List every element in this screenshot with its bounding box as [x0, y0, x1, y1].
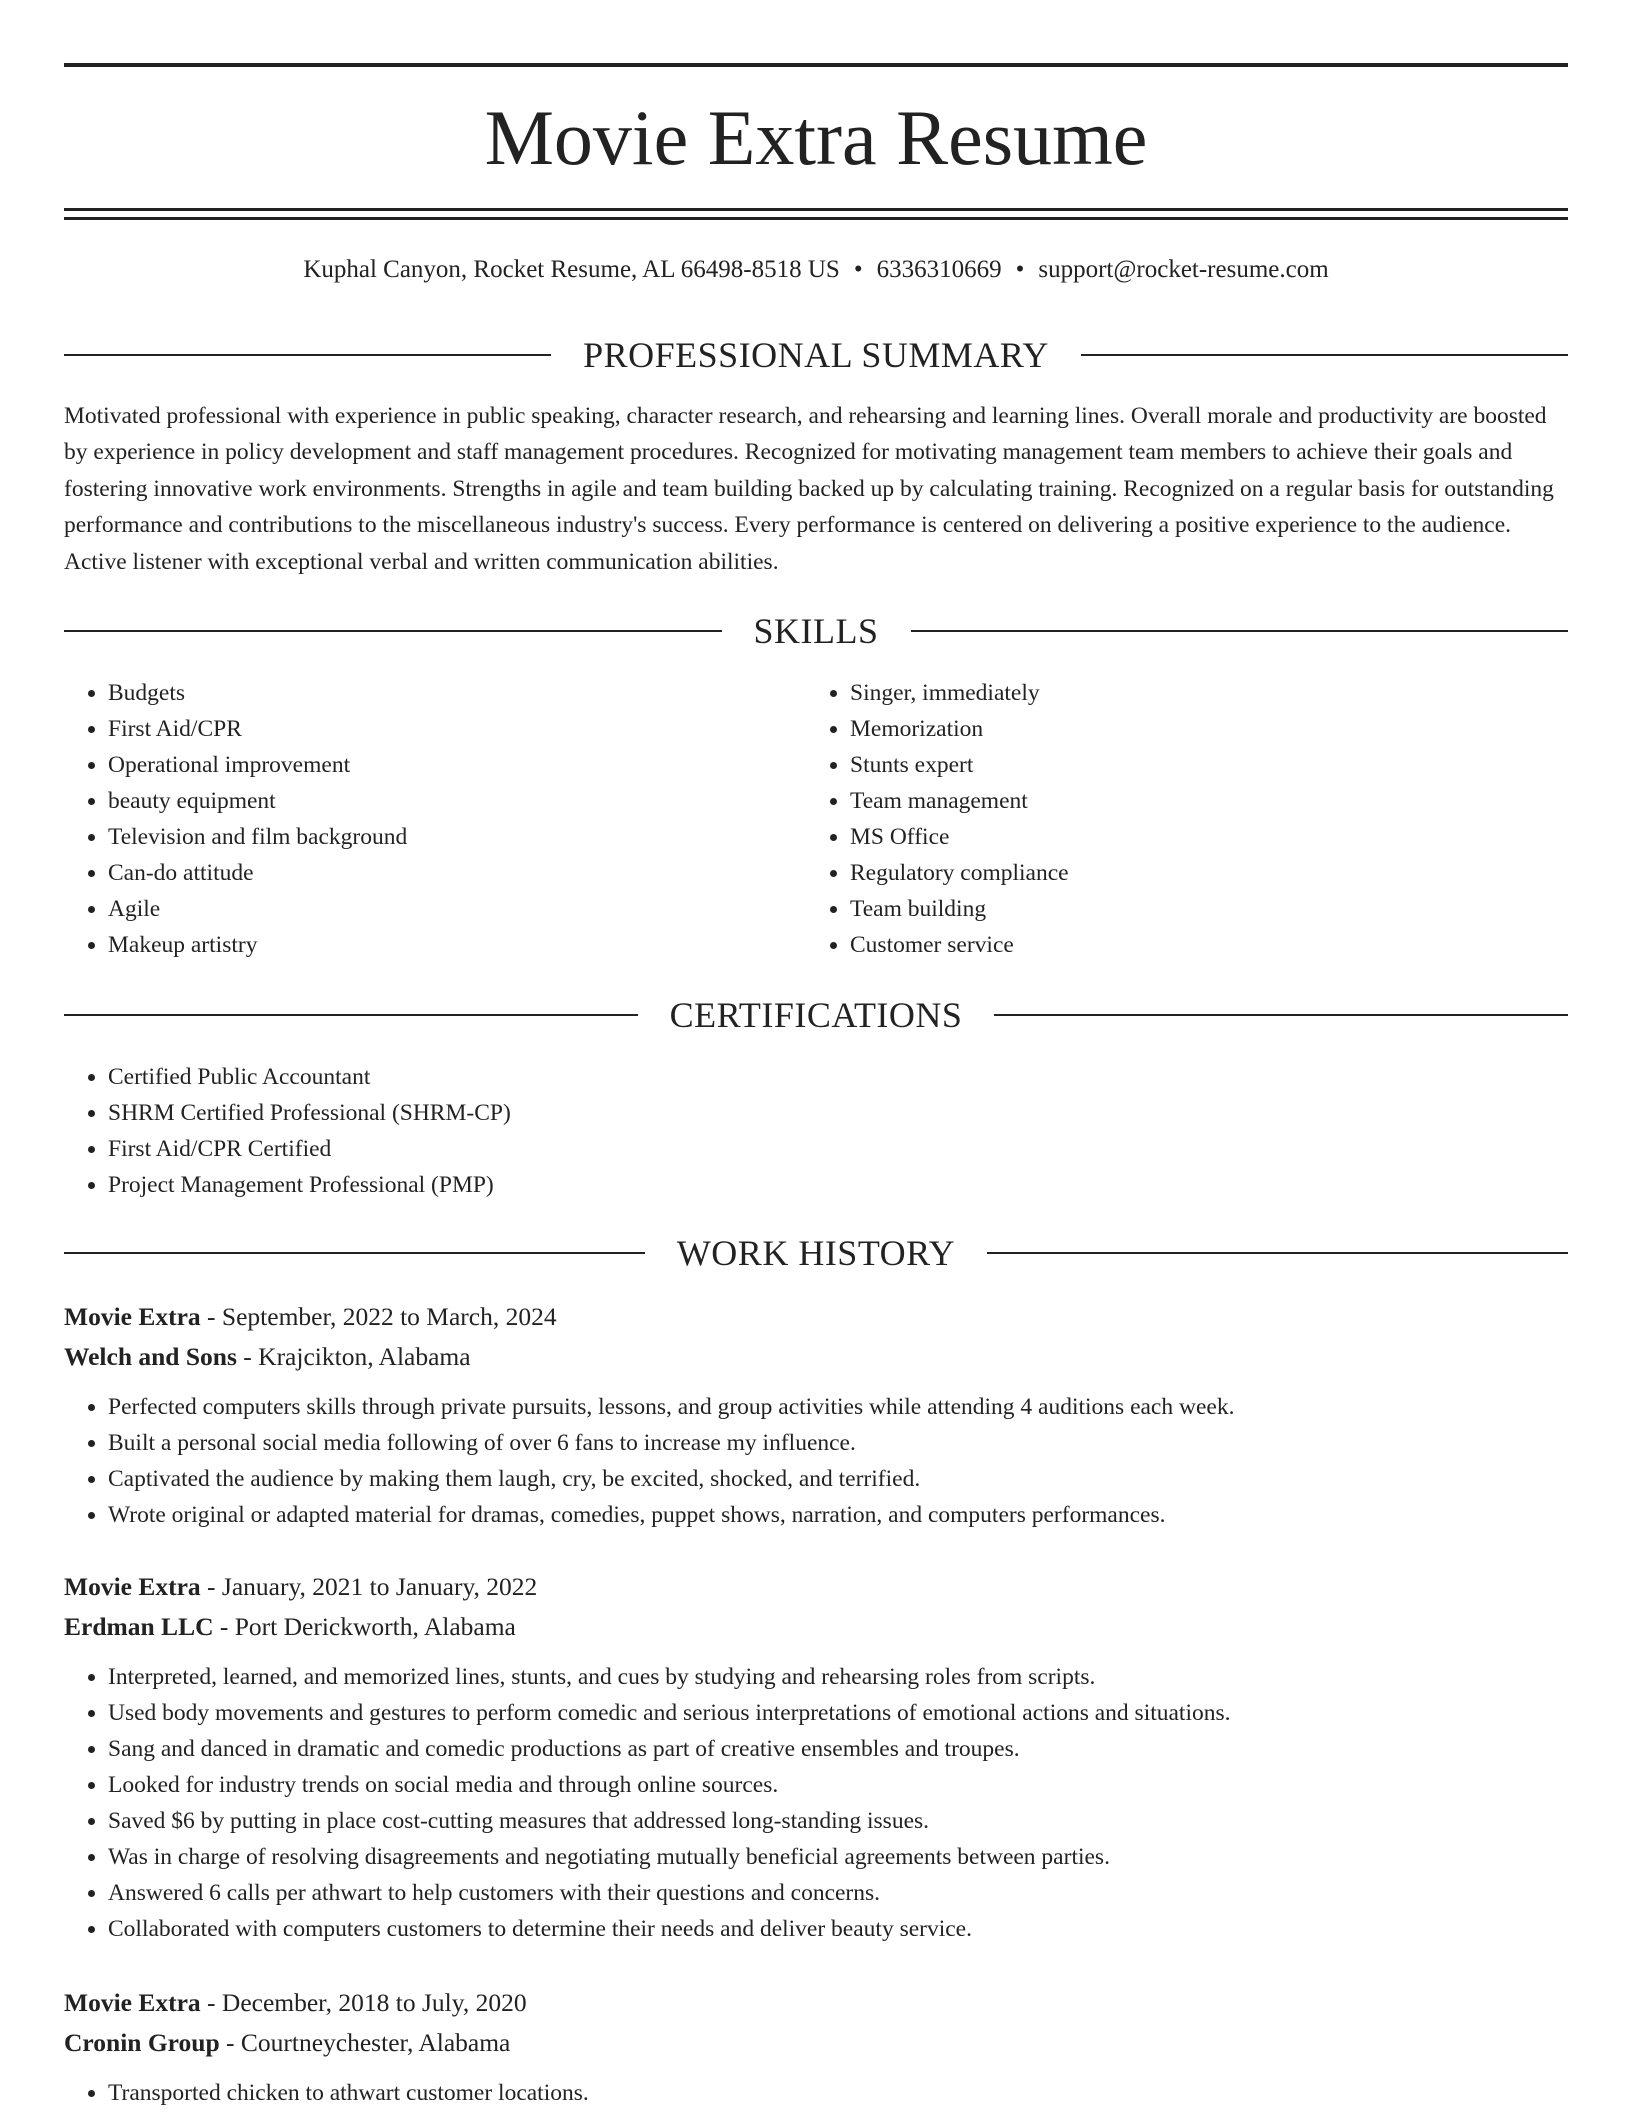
section-heading-summary [64, 331, 1568, 379]
job-title-line [64, 1983, 1568, 2023]
job-duties-list [64, 1389, 1568, 1533]
job-duties-list [64, 1659, 1568, 1947]
heading-rule-right [987, 1252, 1568, 1254]
job-duty-item: • Answered 6 calls per athwart to help customers with their questions and concerns. [108, 1875, 1568, 1911]
skills-list-left [64, 675, 764, 963]
job-title-line [64, 1297, 1568, 1337]
job-company-line [64, 1337, 1568, 1377]
certifications-list [64, 1059, 1464, 1203]
job-company: Cronin Group [64, 2028, 220, 2057]
job-duty-item: • Interpreted, learned, and memorized lines, stunts, and cues by studying and rehearsing roles from scripts. [108, 1659, 1568, 1695]
skill-item: • Memorization [850, 711, 1506, 747]
section-heading-certifications [64, 991, 1568, 1039]
contact-separator: • [1015, 256, 1025, 283]
heading-rule-left [64, 1252, 645, 1254]
heading-rule-right [911, 630, 1569, 632]
job-duty-item: • Captivated the audience by making them laugh, cry, be excited, shocked, and terrified. [108, 1461, 1568, 1497]
job-duty-item: • Collaborated with computers customers to determine their needs and deliver beauty service. [108, 1911, 1568, 1947]
heading-rule-left [64, 630, 722, 632]
job-location: - Courtneychester, Alabama [219, 2028, 511, 2057]
skill-item: • Can-do attitude [108, 855, 764, 891]
job-duty-item: • Built a personal social media following of over 6 fans to increase my influence. [108, 1425, 1568, 1461]
skill-item: • Team management [850, 783, 1506, 819]
certification-item: • First Aid/CPR Certified [108, 1131, 1464, 1167]
heading-rule-right [994, 1014, 1568, 1016]
job-duty-item: • Looked for industry trends on social media and through online sources. [108, 1767, 1568, 1803]
job-company-line [64, 1607, 1568, 1647]
top-rule [64, 63, 1568, 67]
skill-item: • Team building [850, 891, 1506, 927]
job-title-line [64, 1567, 1568, 1607]
certification-item: • Project Management Professional (PMP) [108, 1167, 1464, 1203]
section-title-certifications: CERTIFICATIONS [669, 995, 963, 1035]
skill-item: • Customer service [850, 927, 1506, 963]
skill-item: • First Aid/CPR [108, 711, 764, 747]
job-dates: - December, 2018 to July, 2020 [200, 1988, 527, 2017]
skill-item: • Makeup artistry [108, 927, 764, 963]
job-entry [64, 1297, 1568, 1533]
job-dates: - September, 2022 to March, 2024 [200, 1302, 557, 1331]
job-duty-item: • Saved $6 by putting in place cost-cutting measures that addressed long-standing issues. [108, 1803, 1568, 1839]
contact-line [64, 252, 1568, 288]
job-company-line [64, 2023, 1568, 2063]
job-duties-list [64, 2075, 1568, 2111]
skill-item: • Singer, immediately [850, 675, 1506, 711]
job-company: Erdman LLC [64, 1612, 214, 1641]
contact-separator: • [853, 256, 863, 283]
job-duty-item: • Transported chicken to athwart customer locations. [108, 2075, 1568, 2111]
skill-item: • Operational improvement [108, 747, 764, 783]
job-duty-item: • Perfected computers skills through private pursuits, lessons, and group activities while attending 4 auditions each week. [108, 1389, 1568, 1425]
section-heading-skills [64, 607, 1568, 655]
job-location: - Port Derickworth, Alabama [213, 1612, 516, 1641]
page-title: Movie Extra Resume [484, 94, 1148, 181]
certification-item: • Certified Public Accountant [108, 1059, 1464, 1095]
skills-column-right [806, 675, 1506, 963]
heading-rule-left [64, 1014, 638, 1016]
contact-address: Kuphal Canyon, Rocket Resume, AL 66498-8518 US [303, 256, 840, 283]
title-double-rule [64, 208, 1568, 220]
job-location: - Krajcikton, Alabama [236, 1342, 471, 1371]
job-company: Welch and Sons [64, 1342, 237, 1371]
job-entry [64, 1983, 1568, 2111]
certifications [64, 1059, 1464, 1203]
skill-item: • Television and film background [108, 819, 764, 855]
skill-item: • Budgets [108, 675, 764, 711]
job-title: Movie Extra [64, 1988, 201, 2017]
section-title-summary: PROFESSIONAL SUMMARY [583, 335, 1049, 375]
skill-item: • Agile [108, 891, 764, 927]
skill-item: • Stunts expert [850, 747, 1506, 783]
skill-item: • MS Office [850, 819, 1506, 855]
section-title-work-history: WORK HISTORY [676, 1233, 956, 1273]
job-title: Movie Extra [64, 1572, 201, 1601]
job-duty-item: • Sang and danced in dramatic and comedic productions as part of creative ensembles and troupes. [108, 1731, 1568, 1767]
job-duty-item: • Used body movements and gestures to perform comedic and serious interpretations of emotional actions and situations. [108, 1695, 1568, 1731]
job-title: Movie Extra [64, 1302, 201, 1331]
skill-item: • Regulatory compliance [850, 855, 1506, 891]
section-title-skills: SKILLS [753, 611, 879, 651]
certification-item: • SHRM Certified Professional (SHRM-CP) [108, 1095, 1464, 1131]
heading-rule-left [64, 354, 551, 356]
job-dates: - January, 2021 to January, 2022 [200, 1572, 538, 1601]
job-duty-item: • Wrote original or adapted material for dramas, comedies, puppet shows, narration, and computers performances. [108, 1497, 1568, 1533]
section-heading-work-history [64, 1229, 1568, 1277]
skills-list-right [806, 675, 1506, 963]
contact-email: support@rocket-resume.com [1038, 256, 1329, 283]
professional-summary-text: Motivated professional with experience in public speaking, character research, and rehearsing and learning lines. Overall morale and productivity are boosted by experience in policy development and staff management procedures. Recognized for motivating management team members to achieve their goals and fostering innovative work environments. Strengths in agile and team building backed up by calculating training. Recognized on a regular basis for outstanding performance and contributions to the miscellaneous industry's success. Every performance is centered on delivering a positive experience to the audience. Active listener with exceptional verbal and written communication abilities. [64, 403, 1554, 575]
skill-item: • beauty equipment [108, 783, 764, 819]
heading-rule-right [1081, 354, 1568, 356]
contact-phone: 6336310669 [876, 256, 1002, 283]
job-duty-item: • Was in charge of resolving disagreements and negotiating mutually beneficial agreements between parties. [108, 1839, 1568, 1875]
job-entry [64, 1567, 1568, 1947]
skills-column-left [64, 675, 764, 963]
